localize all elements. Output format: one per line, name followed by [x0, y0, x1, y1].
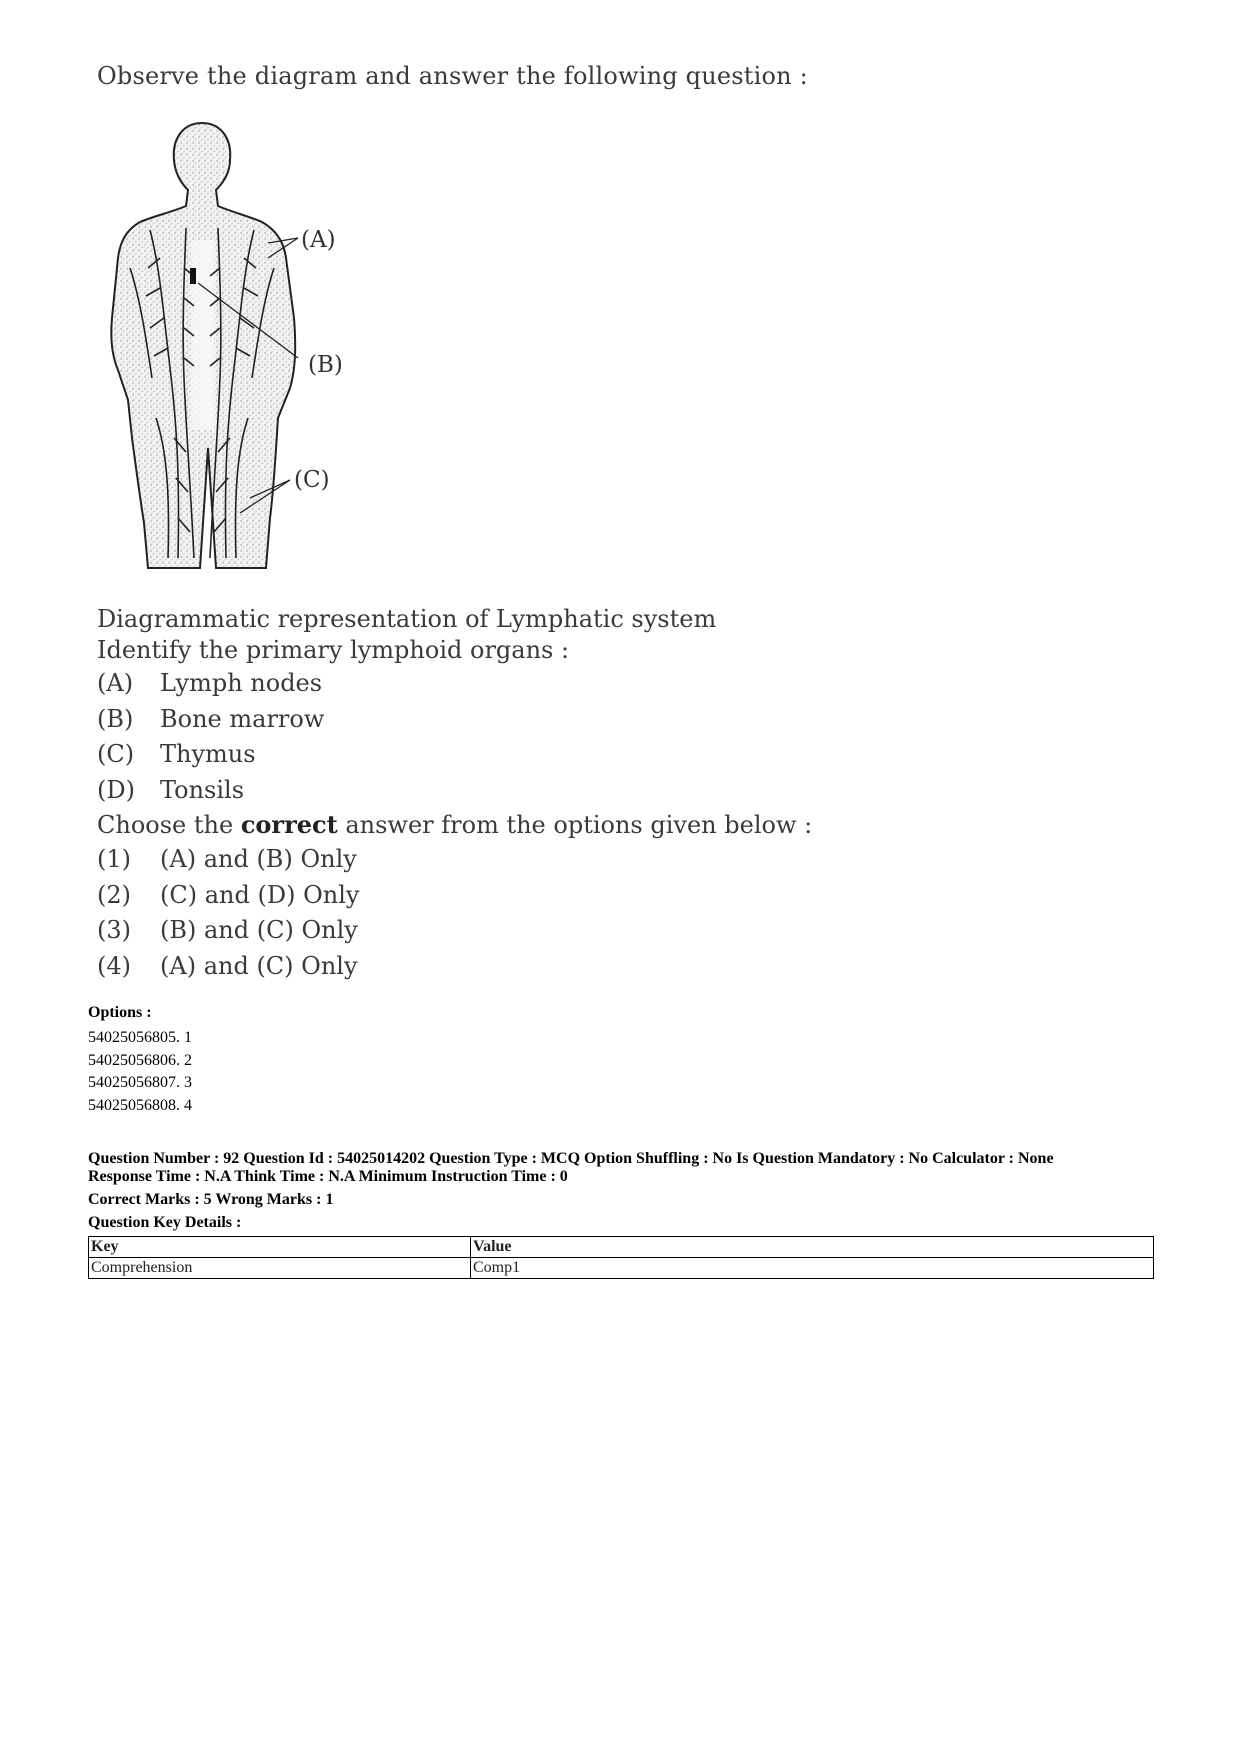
- figure-label-a: (A): [301, 227, 336, 253]
- answer-option: [97, 842, 812, 878]
- item-text: Lymph nodes: [160, 669, 323, 697]
- table-header-row: [89, 1237, 1154, 1258]
- list-item: [97, 666, 812, 702]
- item-label: (C): [97, 740, 135, 768]
- table-header-value: Value: [471, 1237, 1154, 1258]
- question-prompt: Identify the primary lymphoid organs :: [97, 636, 570, 664]
- key-details-table: [88, 1236, 1154, 1279]
- answer-option: [97, 913, 812, 949]
- question-info-line-2: Response Time : N.A Think Time : N.A Minimum Instruction Time : 0: [88, 1168, 568, 1185]
- table-cell-value: Comp1: [471, 1258, 1154, 1279]
- item-text: Bone marrow: [160, 704, 325, 733]
- list-item: [97, 737, 812, 773]
- answer-number: (2): [97, 880, 131, 909]
- choose-prefix: Choose the: [97, 811, 241, 839]
- key-details-title: Question Key Details :: [88, 1214, 242, 1231]
- item-text: Tonsils: [160, 775, 245, 804]
- figure-caption: Diagrammatic representation of Lymphatic system: [97, 605, 717, 633]
- figure-label-b: (B): [308, 352, 343, 378]
- item-label: (B): [97, 704, 134, 733]
- figure-label-c: (C): [294, 467, 330, 493]
- question-intro: Observe the diagram and answer the following question :: [97, 62, 808, 90]
- list-item: [97, 702, 812, 738]
- answer-number: (1): [97, 845, 131, 873]
- answer-option: [97, 949, 812, 985]
- answer-text: (B) and (C) Only: [160, 916, 358, 944]
- choose-bold: correct: [240, 810, 338, 839]
- option-id-item: 54025056808. 4: [88, 1096, 192, 1114]
- option-id-item: 54025056806. 2: [88, 1051, 192, 1069]
- option-id-item: 54025056805. 1: [88, 1029, 192, 1046]
- options-list: [88, 1027, 192, 1117]
- answer-text: (C) and (D) Only: [160, 880, 360, 909]
- answer-number: (4): [97, 951, 131, 980]
- lymphatic-system-figure: [90, 118, 390, 578]
- answer-text: (A) and (C) Only: [160, 951, 358, 980]
- item-text: Thymus: [160, 740, 256, 768]
- answer-option: [97, 878, 812, 914]
- table-header-key: Key: [89, 1237, 471, 1258]
- question-info: [88, 1150, 1148, 1186]
- question-body: [97, 604, 812, 984]
- item-label: (A): [97, 669, 134, 697]
- marks-info: Correct Marks : 5 Wrong Marks : 1: [88, 1191, 334, 1208]
- answer-text: (A) and (B) Only: [160, 845, 357, 873]
- table-row: [89, 1258, 1154, 1279]
- thymus-marker: [190, 268, 196, 284]
- options-title: Options :: [88, 1004, 152, 1021]
- choose-instruction: [97, 808, 812, 842]
- question-info-line-1: Question Number : 92 Question Id : 54025014202 Question Type : MCQ Option Shuffling : No Is Question Mandatory : No Calculator : None: [88, 1150, 1054, 1167]
- choose-suffix: answer from the options given below :: [337, 811, 813, 839]
- table-cell-key: Comprehension: [89, 1258, 471, 1279]
- list-item: [97, 773, 812, 809]
- human-body-outline: [111, 123, 295, 568]
- item-label: (D): [97, 775, 135, 804]
- option-id-item: 54025056807. 3: [88, 1074, 192, 1091]
- answer-number: (3): [97, 916, 131, 944]
